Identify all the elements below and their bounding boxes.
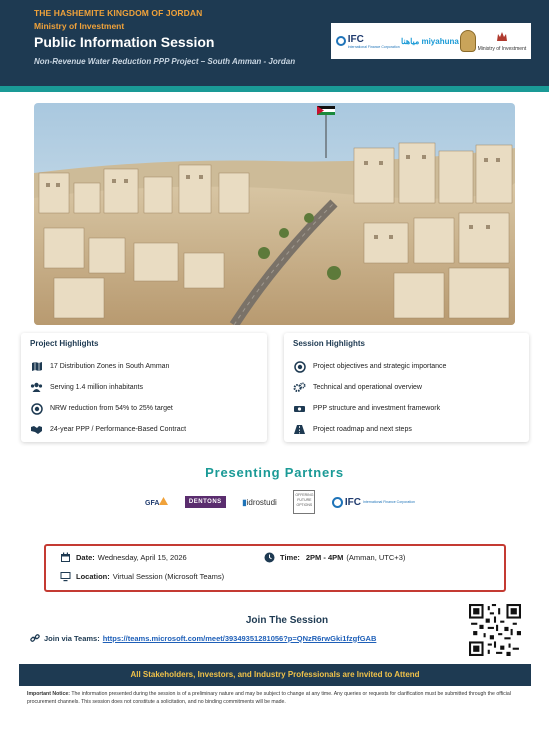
list-item xyxy=(293,377,446,398)
page-subtitle: Non-Revenue Water Reduction PPP Project – South Amman - Jordan xyxy=(34,57,296,66)
join-label: Join via Teams: xyxy=(44,633,100,643)
target-icon xyxy=(293,361,306,372)
calendar-icon xyxy=(60,552,71,563)
people-icon xyxy=(30,382,43,393)
ministry-heading: Ministry of Investment xyxy=(34,21,125,31)
sponsor-logos xyxy=(331,23,531,59)
offering-future-options-logo: OFFERING FUTURE OPTIONS xyxy=(293,490,315,514)
location-value: Virtual Session (Microsoft Teams) xyxy=(112,572,225,581)
jordan-flag-icon xyxy=(317,106,335,115)
qr-code[interactable] xyxy=(469,604,521,656)
amman-city-photo xyxy=(34,103,515,325)
invitation-banner-text: All Stakeholders, Investors, and Industry Professionals are Invited to Attend xyxy=(130,670,420,679)
list-item xyxy=(30,419,186,440)
header xyxy=(0,0,549,86)
ifc-partner-text: IFC xyxy=(344,496,362,508)
page-title: Public Information Session xyxy=(34,34,215,50)
road-icon xyxy=(293,424,306,435)
ifc-partner-logo xyxy=(332,497,415,508)
money-icon xyxy=(293,403,306,414)
jordan-emblem-icon xyxy=(460,30,476,52)
list-item-text: Project roadmap and next steps xyxy=(313,426,412,433)
partner-logos xyxy=(145,489,415,515)
link-icon xyxy=(30,633,40,643)
time-zone: (Amman, UTC+3) xyxy=(346,553,406,562)
target-icon xyxy=(30,403,43,414)
project-highlights-card xyxy=(21,333,267,442)
gfa-logo xyxy=(145,497,168,507)
crown-icon xyxy=(495,30,509,44)
list-item xyxy=(293,356,446,377)
gfa-triangle-icon xyxy=(159,497,168,505)
ifc-globe-icon xyxy=(336,36,346,46)
date-label: Date: xyxy=(76,553,95,562)
list-item-text: NRW reduction from 54% to 25% target xyxy=(50,405,173,412)
gfa-logo-text: GFA xyxy=(145,500,160,507)
list-item xyxy=(30,377,186,398)
date-row xyxy=(60,552,187,563)
ifc-globe-icon xyxy=(332,497,343,508)
project-highlights-title: Project Highlights xyxy=(30,339,99,348)
time-label: Time: xyxy=(280,553,300,562)
ifc-logo-subtext: International Finance Corporation xyxy=(347,44,400,49)
list-item-text: PPP structure and investment framework xyxy=(313,405,441,412)
header-accent-band xyxy=(0,86,549,92)
list-item xyxy=(293,419,446,440)
notice-label: Important Notice: xyxy=(27,691,70,697)
kingdom-heading: THE HASHEMITE KINGDOM OF JORDAN xyxy=(34,8,203,18)
time-value: 2PM - 4PM xyxy=(305,553,344,562)
ifc-logo xyxy=(336,34,400,49)
session-highlights-card xyxy=(284,333,529,442)
map-icon xyxy=(30,361,43,372)
date-value: Wednesday, April 15, 2026 xyxy=(97,553,187,562)
time-row xyxy=(264,552,405,563)
clock-icon xyxy=(264,552,275,563)
partners-title: Presenting Partners xyxy=(205,465,344,480)
gears-icon xyxy=(293,382,306,393)
monitor-icon xyxy=(60,571,71,582)
dentons-logo: DENTONS xyxy=(185,496,226,508)
location-row xyxy=(60,571,224,582)
list-item-text: Project objectives and strategic importance xyxy=(313,363,447,370)
ifc-logo-text: IFC xyxy=(347,33,364,45)
join-row xyxy=(30,633,376,643)
list-item xyxy=(30,356,186,377)
join-title: Join The Session xyxy=(245,615,329,626)
miyahuna-logo: مياهنا miyahuna xyxy=(401,36,459,46)
list-item-text: Technical and operational overview xyxy=(313,384,422,391)
list-item-text: 24-year PPP / Performance-Based Contract xyxy=(50,426,187,433)
list-item xyxy=(30,398,186,419)
list-item-text: Serving 1.4 million inhabitants xyxy=(50,384,143,391)
session-info-box xyxy=(44,544,506,592)
handshake-icon xyxy=(30,424,43,435)
ministry-logo-text: Ministry of Investment xyxy=(477,46,527,52)
list-item-text: 17 Distribution Zones in South Amman xyxy=(50,363,170,370)
notice-text: The information presented during the session is of a preliminary nature and may be subject to change at any time. Any queries or requests for clarification must be submitted through the official procurement channels. This session does not constitute a solicitation, and no binding commitments will be made. xyxy=(27,691,511,705)
important-notice xyxy=(27,691,522,706)
session-highlights-title: Session Highlights xyxy=(293,339,366,348)
idrostudi-logo-text: idrostudi xyxy=(246,497,277,507)
idrostudi-logo: ▮idrostudi xyxy=(242,497,277,507)
teams-meeting-link[interactable]: https://teams.microsoft.com/meet/39349351281056?p=QNzR6rwGki1fzgfGAB xyxy=(102,633,377,643)
ifc-partner-subtext: International Finance Corporation xyxy=(363,500,415,504)
location-label: Location: xyxy=(76,572,110,581)
ministry-logo xyxy=(478,30,527,52)
invitation-banner xyxy=(19,664,531,686)
list-item xyxy=(293,398,446,419)
